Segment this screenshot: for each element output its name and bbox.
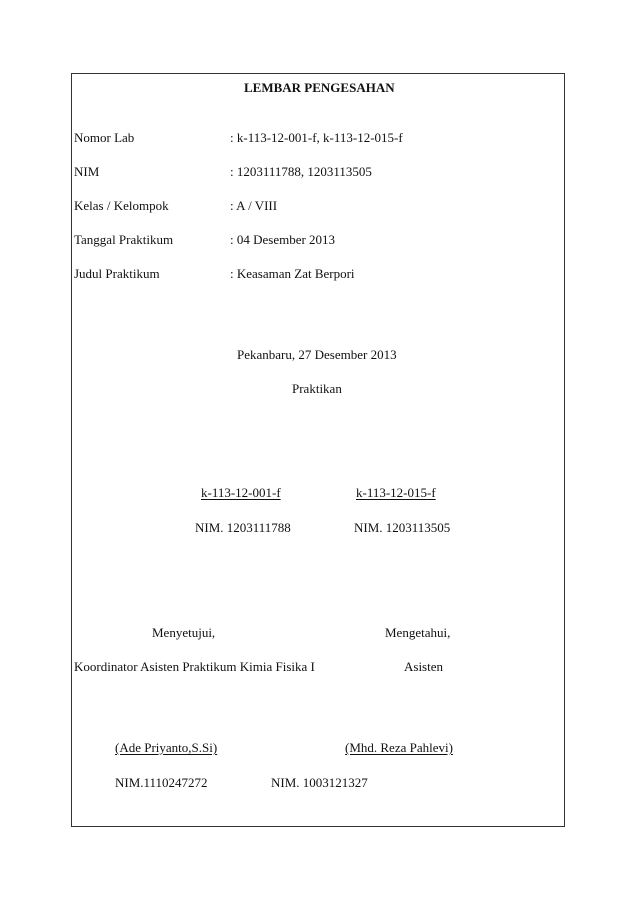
approval-left-role: Koordinator Asisten Praktikum Kimia Fisika I xyxy=(74,659,315,674)
approval-left-name: (Ade Priyanto,S.Si) xyxy=(115,740,218,755)
approval-left-heading: Menyetujui, xyxy=(152,625,216,640)
field-value-nim: : 1203111788, 1203113505 xyxy=(230,164,372,179)
approval-right-heading: Mengetahui, xyxy=(385,625,451,640)
student-2-name: k-113-12-015-f xyxy=(356,485,436,500)
field-value-kelas: : A / VIII xyxy=(230,198,278,213)
field-label-nim: NIM xyxy=(74,164,100,179)
approval-left-nim: NIM.1110247272 xyxy=(115,775,208,790)
field-label-kelas: Kelas / Kelompok xyxy=(74,198,169,213)
student-2-nim: NIM. 1203113505 xyxy=(354,520,451,535)
praktikan-label: Praktikan xyxy=(292,381,342,396)
approval-right-nim: NIM. 1003121327 xyxy=(271,775,368,790)
field-label-tanggal: Tanggal Praktikum xyxy=(74,232,174,247)
field-label-judul: Judul Praktikum xyxy=(74,266,160,281)
field-value-nomor-lab: : k-113-12-001-f, k-113-12-015-f xyxy=(230,130,403,145)
field-value-judul: : Keasaman Zat Berpori xyxy=(230,266,355,281)
field-value-tanggal: : 04 Desember 2013 xyxy=(230,232,336,247)
field-label-nomor-lab: Nomor Lab xyxy=(74,130,135,145)
approval-right-name: (Mhd. Reza Pahlevi) xyxy=(345,740,453,755)
student-1-nim: NIM. 1203111788 xyxy=(195,520,291,535)
document-border xyxy=(71,73,565,827)
student-1-name: k-113-12-001-f xyxy=(201,485,281,500)
document-title: LEMBAR PENGESAHAN xyxy=(244,80,395,95)
place-date: Pekanbaru, 27 Desember 2013 xyxy=(237,347,397,362)
approval-right-role: Asisten xyxy=(404,659,443,674)
